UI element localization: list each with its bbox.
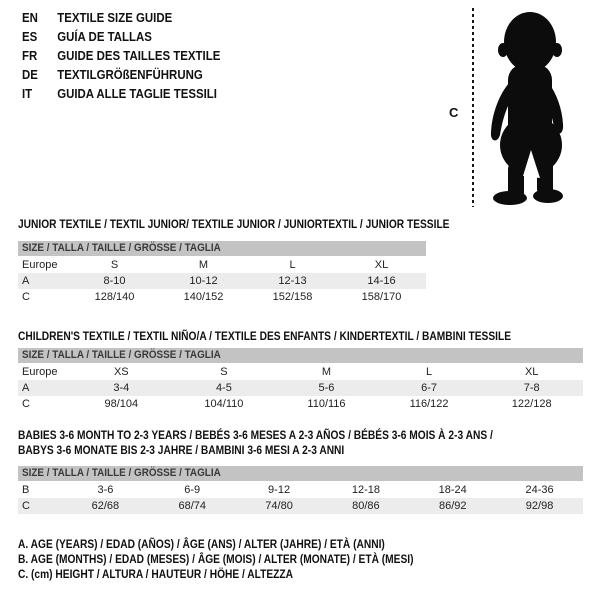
table-cell: 92/98 xyxy=(496,498,583,514)
language-row xyxy=(22,84,220,103)
section-title-babies-line1: BABIES 3-6 MONTH TO 2-3 YEARS / BEBÉS 3-6 MESES A 2-3 AÑOS / BÉBÉS 3-6 MOIS À 2-3 ANS / xyxy=(18,428,493,442)
table-cell: 8-10 xyxy=(70,273,159,289)
babies-size-table xyxy=(18,466,583,514)
table-cell: L xyxy=(289,259,296,271)
table-cell: A xyxy=(18,273,70,289)
language-title: TEXTILGRÖßENFÜHRUNG xyxy=(57,67,203,82)
table-cell: 104/110 xyxy=(204,398,244,410)
table-cell: 140/152 xyxy=(183,291,224,303)
note-age-months: B. AGE (MONTHS) / EDAD (MESES) / ÂGE (MOIS) / ALTER (MONATE) / ETÀ (MESI) xyxy=(18,552,414,566)
table-cell: 6-9 xyxy=(184,484,201,496)
language-row xyxy=(22,65,220,84)
table-cell: XL xyxy=(374,259,389,271)
section-title-babies xyxy=(18,428,493,458)
table-cell: A xyxy=(18,380,70,396)
size-header-band xyxy=(18,466,583,482)
table-cell: 10-12 xyxy=(159,273,248,289)
table-row xyxy=(18,257,426,273)
table-cell: 6-7 xyxy=(378,380,481,396)
table-cell: 5-6 xyxy=(275,380,378,396)
section-title-children: CHILDREN'S TEXTILE / TEXTIL NIÑO/A / TEXTILE DES ENFANTS / KINDERTEXTIL / BAMBINI TESSILE xyxy=(18,329,512,343)
section-title-babies-line2: BABYS 3-6 MONATE BIS 2-3 JAHRE / BAMBINI 3-6 MESI A 2-3 ANNI xyxy=(18,443,345,457)
table-cell: S xyxy=(110,259,119,271)
language-title: GUÍA DE TALLAS xyxy=(57,29,152,44)
table-cell: 128/140 xyxy=(94,291,135,303)
language-row xyxy=(22,46,220,65)
table-cell: 80/86 xyxy=(322,498,409,514)
table-row xyxy=(18,498,583,514)
table-row xyxy=(18,396,583,412)
table-cell: C xyxy=(22,398,30,410)
table-cell: 18-24 xyxy=(438,484,467,496)
baby-silhouette-image xyxy=(477,4,577,206)
table-cell: 9-12 xyxy=(268,484,291,496)
size-header-band xyxy=(18,241,426,257)
table-row xyxy=(18,273,426,289)
table-cell: 24-36 xyxy=(525,484,554,496)
table-cell: Europe xyxy=(22,366,58,378)
table-cell: 3-6 xyxy=(97,484,114,496)
size-header-band xyxy=(18,348,583,364)
table-cell: 116/122 xyxy=(409,398,449,410)
language-code: ES xyxy=(22,29,38,44)
language-code: IT xyxy=(22,86,33,101)
language-row xyxy=(22,8,220,27)
language-list xyxy=(22,8,247,103)
table-row xyxy=(18,289,426,305)
language-title: GUIDA ALLE TAGLIE TESSILI xyxy=(57,86,217,101)
height-measure-dashed-line xyxy=(472,8,474,207)
language-code: DE xyxy=(22,67,38,82)
note-height-cm: C. (cm) HEIGHT / ALTURA / HAUTEUR / HÖHE / ALTEZZA xyxy=(18,567,294,581)
table-cell: 4-5 xyxy=(173,380,276,396)
table-cell: 74/80 xyxy=(236,498,323,514)
language-row xyxy=(22,27,220,46)
table-cell: M xyxy=(198,259,209,271)
note-age-years: A. AGE (YEARS) / EDAD (AÑOS) / ÂGE (ANS) / ALTER (JAHRE) / ETÀ (ANNI) xyxy=(18,537,385,551)
table-row xyxy=(18,482,583,498)
table-cell: Europe xyxy=(22,259,58,271)
table-row xyxy=(18,380,583,396)
table-cell: S xyxy=(220,366,228,378)
table-cell: XS xyxy=(113,366,129,378)
language-code: FR xyxy=(22,48,38,63)
language-code: EN xyxy=(22,10,38,25)
legend-notes xyxy=(18,537,483,582)
table-cell: 12-18 xyxy=(351,484,380,496)
table-cell: 152/158 xyxy=(272,291,313,303)
table-row xyxy=(18,364,583,380)
table-cell: L xyxy=(426,366,433,378)
table-cell: XL xyxy=(524,366,539,378)
table-cell: 3-4 xyxy=(70,380,173,396)
table-cell: 7-8 xyxy=(480,380,583,396)
table-cell: 158/170 xyxy=(361,291,402,303)
language-title: GUIDE DES TAILLES TEXTILE xyxy=(57,48,221,63)
table-cell: 110/116 xyxy=(307,398,346,410)
table-cell: 122/128 xyxy=(511,398,552,410)
table-cell: 14-16 xyxy=(337,273,426,289)
table-cell: C xyxy=(22,291,30,303)
size-header-label: SIZE / TALLA / TAILLE / GRÖSSE / TAGLIA xyxy=(22,242,221,254)
table-cell: 68/74 xyxy=(149,498,236,514)
section-title-junior: JUNIOR TEXTILE / TEXTIL JUNIOR/ TEXTILE JUNIOR / JUNIORTEXTIL / JUNIOR TESSILE xyxy=(18,217,450,231)
table-cell: B xyxy=(22,484,30,496)
children-size-table xyxy=(18,348,583,412)
table-cell: 98/104 xyxy=(104,398,139,410)
height-measure-label: C xyxy=(449,105,459,120)
size-header-label: SIZE / TALLA / TAILLE / GRÖSSE / TAGLIA xyxy=(22,467,221,479)
junior-size-table xyxy=(18,241,426,305)
table-cell: M xyxy=(321,366,332,378)
table-cell: 86/92 xyxy=(409,498,496,514)
table-cell: C xyxy=(18,498,62,514)
table-cell: 62/68 xyxy=(62,498,149,514)
size-header-label: SIZE / TALLA / TAILLE / GRÖSSE / TAGLIA xyxy=(22,349,221,361)
language-title: TEXTILE SIZE GUIDE xyxy=(57,10,173,25)
table-cell: 12-13 xyxy=(248,273,337,289)
